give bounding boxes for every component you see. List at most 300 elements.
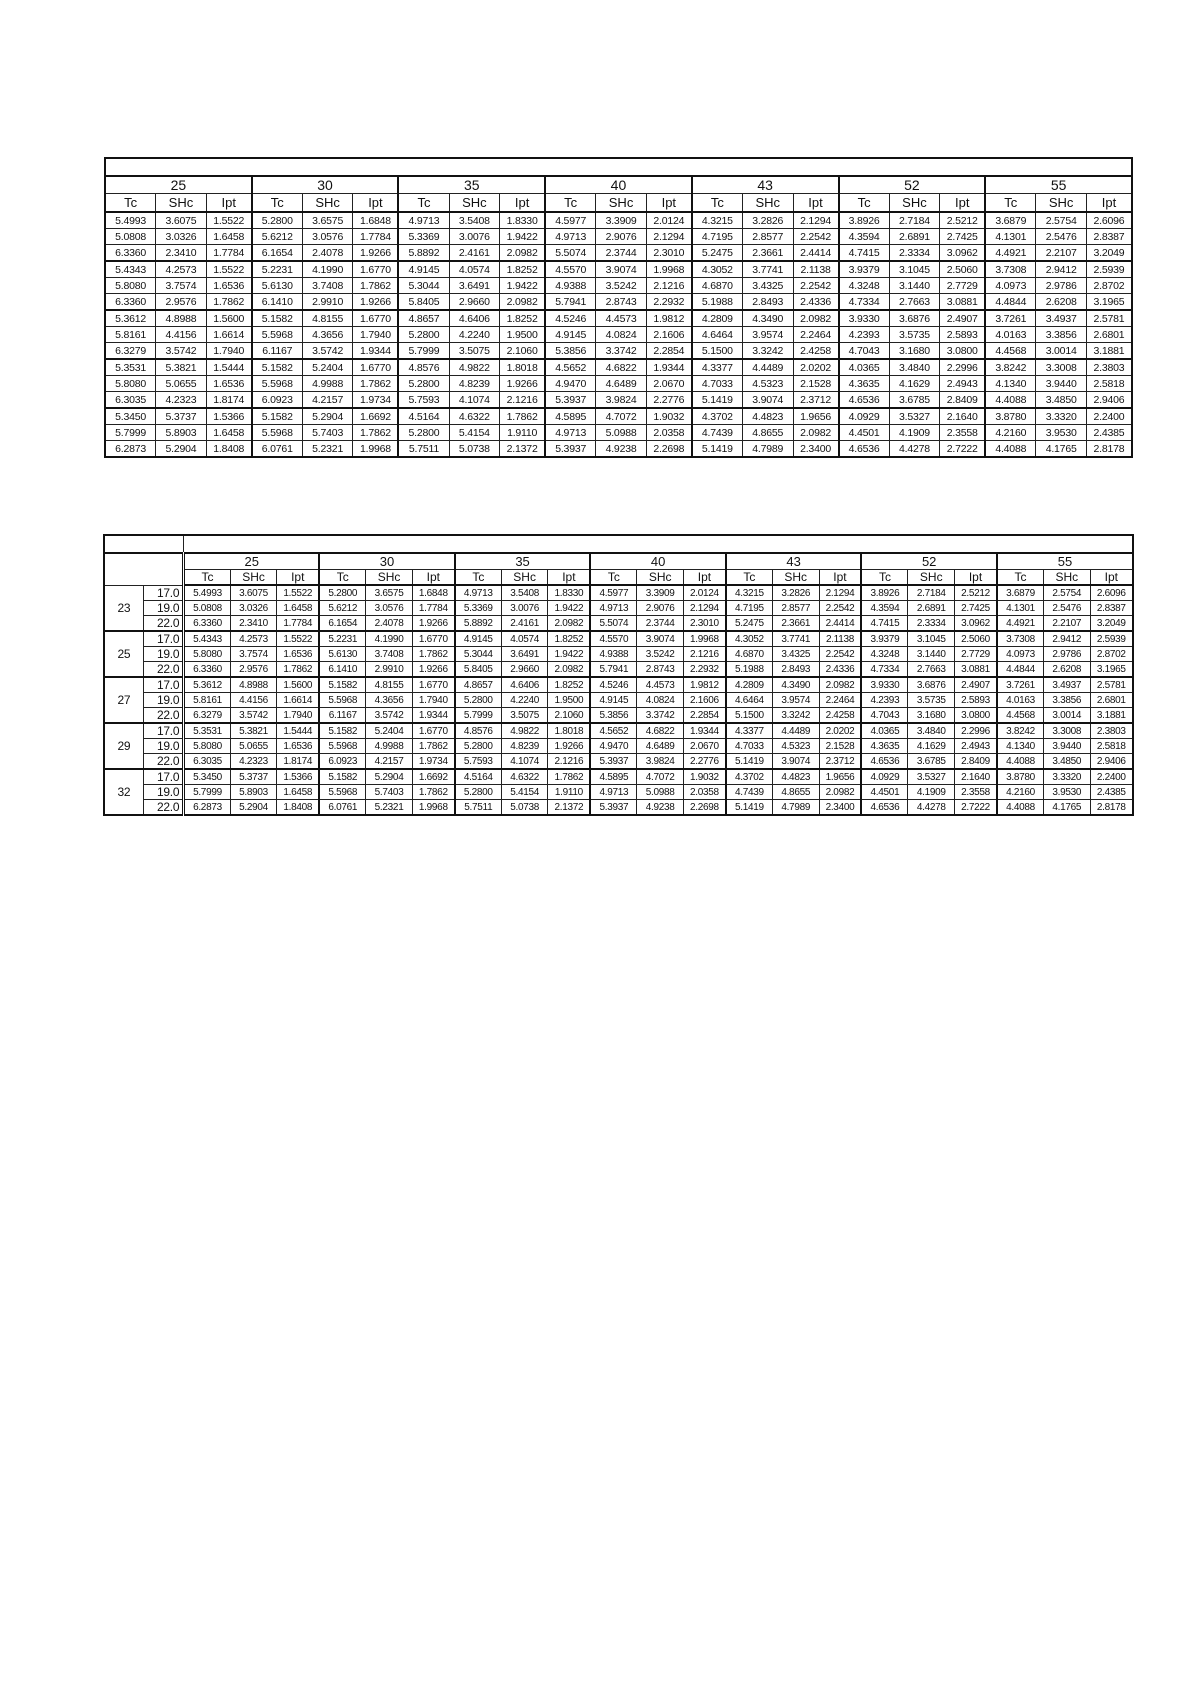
value-cell: 3.1965 (1090, 662, 1133, 678)
value-cell: 6.0761 (252, 441, 303, 458)
value-cell: 5.3612 (105, 310, 156, 327)
value-cell: 3.5408 (501, 585, 548, 601)
value-cell: 5.1500 (726, 708, 773, 724)
value-cell: 2.3010 (683, 616, 725, 632)
value-cell: 2.0358 (646, 425, 691, 441)
value-cell: 2.9576 (156, 294, 207, 311)
value-cell: 1.9422 (500, 278, 545, 294)
value-cell: 4.1990 (366, 631, 413, 647)
value-cell: 1.9422 (548, 647, 590, 662)
value-cell: 4.3490 (742, 310, 793, 327)
value-cell: 4.0824 (637, 693, 684, 708)
value-cell: 5.2800 (398, 327, 449, 343)
value-cell: 2.1138 (819, 631, 861, 647)
value-cell: 4.8657 (455, 677, 502, 693)
value-cell: 2.1372 (500, 441, 545, 458)
value-cell: 3.3742 (637, 708, 684, 724)
value-cell: 3.1440 (908, 647, 955, 662)
value-cell: 5.8903 (230, 785, 277, 800)
value-cell: 2.7425 (940, 229, 985, 245)
value-cell: 3.4840 (908, 723, 955, 739)
value-cell: 5.1988 (726, 662, 773, 678)
value-cell: 6.3360 (184, 616, 231, 632)
value-cell: 1.7784 (353, 229, 398, 245)
value-cell: 2.8409 (940, 392, 985, 409)
value-cell: 1.9812 (683, 677, 725, 693)
value-cell: 5.2800 (455, 785, 502, 800)
column-label-tc: Tc (839, 194, 890, 213)
value-cell: 4.4088 (985, 392, 1036, 409)
value-cell: 3.6491 (449, 278, 500, 294)
value-cell: 2.2996 (940, 359, 985, 376)
column-label-ipt: Ipt (412, 570, 454, 586)
value-cell: 2.0670 (683, 739, 725, 754)
value-cell: 3.3909 (596, 212, 647, 229)
value-cell: 5.8892 (455, 616, 502, 632)
value-cell: 5.3737 (156, 408, 207, 425)
value-cell: 1.6614 (277, 693, 319, 708)
value-cell: 1.9968 (646, 261, 691, 278)
value-cell: 3.0881 (955, 662, 997, 678)
column-label-shc: SHc (742, 194, 793, 213)
value-cell: 5.7999 (398, 343, 449, 360)
value-cell: 2.4385 (1090, 785, 1133, 800)
value-cell: 5.8080 (105, 376, 156, 392)
value-cell: 2.5212 (955, 585, 997, 601)
value-cell: 3.9330 (839, 310, 890, 327)
value-cell: 1.9266 (500, 376, 545, 392)
value-cell: 2.9406 (1090, 754, 1133, 770)
value-cell: 4.3594 (861, 601, 908, 616)
value-cell: 3.0576 (366, 601, 413, 616)
value-cell: 3.6785 (908, 754, 955, 770)
value-cell: 2.2854 (683, 708, 725, 724)
value-cell: 5.8080 (105, 278, 156, 294)
value-cell: 5.6130 (319, 647, 366, 662)
value-cell: 5.0655 (156, 376, 207, 392)
value-cell: 5.0988 (596, 425, 647, 441)
value-cell: 1.6770 (412, 677, 454, 693)
value-cell: 2.0982 (793, 310, 838, 327)
value-cell: 2.7663 (889, 294, 940, 311)
table-row (104, 693, 1133, 708)
value-cell: 1.6770 (412, 631, 454, 647)
group-label-cell: 23 (104, 585, 143, 631)
value-cell: 3.5742 (156, 343, 207, 360)
value-cell: 3.7261 (997, 677, 1044, 693)
value-cell: 3.9074 (596, 261, 647, 278)
value-cell: 5.2800 (398, 376, 449, 392)
value-cell: 2.7729 (955, 647, 997, 662)
value-cell: 2.2776 (646, 392, 691, 409)
value-cell: 4.6822 (596, 359, 647, 376)
value-cell: 5.2800 (252, 212, 303, 229)
value-cell: 2.8409 (955, 754, 997, 770)
value-cell: 3.6785 (889, 392, 940, 409)
value-cell: 6.0761 (319, 800, 366, 816)
value-cell: 3.4850 (1036, 392, 1087, 409)
value-cell: 2.3400 (793, 441, 838, 458)
value-cell: 2.1640 (940, 408, 985, 425)
value-cell: 5.1419 (726, 800, 773, 816)
value-cell: 5.8405 (455, 662, 502, 678)
value-cell: 3.3742 (596, 343, 647, 360)
value-cell: 3.4325 (742, 278, 793, 294)
value-cell: 4.7415 (861, 616, 908, 632)
value-cell: 2.0124 (646, 212, 691, 229)
value-cell: 3.5742 (230, 708, 277, 724)
value-cell: 4.2323 (156, 392, 207, 409)
value-cell: 5.4343 (105, 261, 156, 278)
value-cell: 4.3215 (726, 585, 773, 601)
value-cell: 2.9406 (1086, 392, 1132, 409)
value-cell: 5.7403 (302, 425, 353, 441)
table-1-temperature-header-row (105, 176, 1132, 194)
value-cell: 4.4921 (997, 616, 1044, 632)
column-label-tc: Tc (184, 570, 231, 586)
value-cell: 1.6770 (412, 723, 454, 739)
value-cell: 2.9076 (637, 601, 684, 616)
sub-label-cell: 17.0 (143, 723, 183, 739)
value-cell: 3.5327 (908, 769, 955, 785)
value-cell: 6.2873 (184, 800, 231, 816)
value-cell: 5.7941 (590, 662, 637, 678)
value-cell: 5.3531 (184, 723, 231, 739)
value-cell: 1.6458 (277, 601, 319, 616)
value-cell: 1.9968 (412, 800, 454, 816)
column-label-ipt: Ipt (1090, 570, 1133, 586)
value-cell: 3.5242 (596, 278, 647, 294)
group-label-cell: 27 (104, 677, 143, 723)
value-cell: 1.6536 (277, 647, 319, 662)
table-row (105, 441, 1132, 458)
value-cell: 2.5818 (1086, 376, 1132, 392)
value-cell: 4.4568 (985, 343, 1036, 360)
value-cell: 2.3744 (637, 616, 684, 632)
value-cell: 4.7033 (692, 376, 743, 392)
value-cell: 4.1765 (1044, 800, 1091, 816)
value-cell: 4.6464 (692, 327, 743, 343)
column-label-ipt: Ipt (793, 194, 838, 213)
value-cell: 3.1881 (1090, 708, 1133, 724)
value-cell: 2.9660 (449, 294, 500, 311)
value-cell: 3.7741 (742, 261, 793, 278)
value-cell: 3.5075 (449, 343, 500, 360)
value-cell: 2.9412 (1036, 261, 1087, 278)
value-cell: 5.2800 (455, 739, 502, 754)
column-label-ipt: Ipt (940, 194, 985, 213)
value-cell: 3.8780 (985, 408, 1036, 425)
value-cell: 1.8252 (500, 261, 545, 278)
value-cell: 4.2573 (156, 261, 207, 278)
value-cell: 4.3377 (692, 359, 743, 376)
value-cell: 2.1216 (683, 647, 725, 662)
table-row (104, 800, 1133, 816)
value-cell: 2.8178 (1086, 441, 1132, 458)
table-row (105, 294, 1132, 311)
value-cell: 2.1606 (646, 327, 691, 343)
value-cell: 5.1419 (726, 754, 773, 770)
value-cell: 1.8018 (548, 723, 590, 739)
table-2-corner-cell (104, 535, 184, 553)
value-cell: 1.6458 (206, 425, 251, 441)
value-cell: 3.6876 (908, 677, 955, 693)
value-cell: 5.7511 (455, 800, 502, 816)
value-cell: 5.3856 (545, 343, 596, 360)
value-cell: 3.2826 (772, 585, 819, 601)
sub-label-cell: 22.0 (143, 708, 183, 724)
column-label-shc: SHc (772, 570, 819, 586)
value-cell: 2.6096 (1086, 212, 1132, 229)
value-cell: 5.4993 (105, 212, 156, 229)
value-cell: 4.1990 (302, 261, 353, 278)
value-cell: 4.7195 (692, 229, 743, 245)
temperature-header: 25 (184, 553, 320, 570)
value-cell: 3.1440 (889, 278, 940, 294)
value-cell: 2.5939 (1086, 261, 1132, 278)
value-cell: 2.4258 (793, 343, 838, 360)
value-cell: 1.8252 (548, 677, 590, 693)
value-cell: 4.2160 (997, 785, 1044, 800)
value-cell: 4.6870 (692, 278, 743, 294)
value-cell: 5.2475 (692, 245, 743, 262)
value-cell: 2.5060 (955, 631, 997, 647)
temperature-header: 30 (252, 176, 399, 194)
value-cell: 3.7261 (985, 310, 1036, 327)
temperature-header: 55 (985, 176, 1132, 194)
column-label-tc: Tc (398, 194, 449, 213)
value-cell: 6.0923 (319, 754, 366, 770)
table-row (105, 359, 1132, 376)
value-cell: 4.4088 (997, 754, 1044, 770)
value-cell: 2.9786 (1036, 278, 1087, 294)
value-cell: 1.9344 (683, 723, 725, 739)
value-cell: 4.2160 (985, 425, 1036, 441)
value-cell: 1.9968 (683, 631, 725, 647)
value-cell: 5.7999 (105, 425, 156, 441)
sub-label-cell: 22.0 (143, 662, 183, 678)
value-cell: 4.5570 (590, 631, 637, 647)
value-cell: 1.9032 (683, 769, 725, 785)
column-label-ipt: Ipt (683, 570, 725, 586)
value-cell: 5.7593 (398, 392, 449, 409)
value-cell: 3.9574 (742, 327, 793, 343)
value-cell: 4.1340 (997, 739, 1044, 754)
value-cell: 2.5476 (1036, 229, 1087, 245)
value-cell: 4.9145 (590, 693, 637, 708)
value-cell: 4.3215 (692, 212, 743, 229)
value-cell: 4.9145 (398, 261, 449, 278)
value-cell: 3.4325 (772, 647, 819, 662)
value-cell: 1.5444 (277, 723, 319, 739)
value-cell: 4.9145 (455, 631, 502, 647)
value-cell: 2.8387 (1090, 601, 1133, 616)
value-cell: 3.1680 (889, 343, 940, 360)
value-cell: 4.1074 (501, 754, 548, 770)
value-cell: 3.9074 (637, 631, 684, 647)
value-cell: 6.3360 (184, 662, 231, 678)
value-cell: 3.0962 (940, 245, 985, 262)
value-cell: 4.8655 (772, 785, 819, 800)
value-cell: 2.1060 (548, 708, 590, 724)
value-cell: 4.6870 (726, 647, 773, 662)
value-cell: 3.0576 (302, 229, 353, 245)
value-cell: 5.3737 (230, 769, 277, 785)
value-cell: 3.6075 (156, 212, 207, 229)
value-cell: 4.4489 (742, 359, 793, 376)
value-cell: 4.8155 (302, 310, 353, 327)
value-cell: 2.7425 (955, 601, 997, 616)
value-cell: 4.4573 (596, 310, 647, 327)
value-cell: 4.2809 (692, 310, 743, 327)
value-cell: 4.8988 (156, 310, 207, 327)
value-cell: 4.3248 (839, 278, 890, 294)
value-cell: 5.8080 (184, 647, 231, 662)
column-label-ipt: Ipt (500, 194, 545, 213)
value-cell: 2.0202 (819, 723, 861, 739)
value-cell: 4.5977 (545, 212, 596, 229)
value-cell: 1.9266 (548, 739, 590, 754)
value-cell: 2.4414 (793, 245, 838, 262)
value-cell: 3.5735 (908, 693, 955, 708)
value-cell: 5.0808 (105, 229, 156, 245)
value-cell: 5.3369 (455, 601, 502, 616)
value-cell: 4.6536 (839, 441, 890, 458)
table-row (104, 708, 1133, 724)
value-cell: 1.9422 (548, 601, 590, 616)
value-cell: 5.5968 (252, 327, 303, 343)
value-cell: 3.3008 (1036, 359, 1087, 376)
value-cell: 2.6208 (1036, 294, 1087, 311)
value-cell: 2.0982 (819, 677, 861, 693)
value-cell: 2.4943 (940, 376, 985, 392)
column-label-shc: SHc (596, 194, 647, 213)
value-cell: 1.5522 (277, 585, 319, 601)
column-label-shc: SHc (501, 570, 548, 586)
table-row (105, 408, 1132, 425)
value-cell: 4.7989 (742, 441, 793, 458)
value-cell: 2.2698 (683, 800, 725, 816)
value-cell: 2.2464 (793, 327, 838, 343)
column-label-ipt: Ipt (353, 194, 398, 213)
value-cell: 1.7862 (412, 785, 454, 800)
value-cell: 4.8239 (449, 376, 500, 392)
value-cell: 1.7862 (353, 278, 398, 294)
value-cell: 5.3450 (184, 769, 231, 785)
value-cell: 4.4844 (997, 662, 1044, 678)
value-cell: 3.3242 (742, 343, 793, 360)
column-label-shc: SHc (1044, 570, 1091, 586)
value-cell: 4.7072 (596, 408, 647, 425)
sub-label-cell: 19.0 (143, 785, 183, 800)
value-cell: 4.2393 (839, 327, 890, 343)
value-cell: 3.0014 (1036, 343, 1087, 360)
value-cell: 5.1582 (319, 677, 366, 693)
value-cell: 5.3369 (398, 229, 449, 245)
sub-label-cell: 19.0 (143, 739, 183, 754)
value-cell: 2.4336 (793, 294, 838, 311)
value-cell: 2.2400 (1090, 769, 1133, 785)
value-cell: 5.0655 (230, 739, 277, 754)
value-cell: 4.1074 (449, 392, 500, 409)
value-cell: 4.4501 (839, 425, 890, 441)
value-cell: 5.1500 (692, 343, 743, 360)
column-label-ipt: Ipt (548, 570, 590, 586)
value-cell: 3.0076 (449, 229, 500, 245)
value-cell: 5.2904 (230, 800, 277, 816)
value-cell: 4.2157 (366, 754, 413, 770)
value-cell: 4.3052 (726, 631, 773, 647)
value-cell: 2.1372 (548, 800, 590, 816)
value-cell: 2.2854 (646, 343, 691, 360)
column-label-tc: Tc (692, 194, 743, 213)
value-cell: 5.5968 (252, 425, 303, 441)
value-cell: 4.0973 (997, 647, 1044, 662)
value-cell: 2.5781 (1090, 677, 1133, 693)
value-cell: 5.4154 (449, 425, 500, 441)
value-cell: 5.2800 (319, 585, 366, 601)
value-cell: 2.8702 (1086, 278, 1132, 294)
value-cell: 1.9110 (500, 425, 545, 441)
value-cell: 1.7940 (277, 708, 319, 724)
value-cell: 4.6489 (637, 739, 684, 754)
value-cell: 4.1629 (908, 739, 955, 754)
value-cell: 3.8926 (861, 585, 908, 601)
value-cell: 1.7784 (412, 601, 454, 616)
value-cell: 1.9968 (353, 441, 398, 458)
value-cell: 4.8988 (230, 677, 277, 693)
value-cell: 6.1410 (319, 662, 366, 678)
value-cell: 2.0358 (683, 785, 725, 800)
value-cell: 2.4943 (955, 739, 997, 754)
value-cell: 4.3702 (692, 408, 743, 425)
value-cell: 5.4154 (501, 785, 548, 800)
value-cell: 2.3410 (156, 245, 207, 262)
value-cell: 4.7334 (839, 294, 890, 311)
value-cell: 2.8743 (596, 294, 647, 311)
value-cell: 4.5323 (742, 376, 793, 392)
value-cell: 5.1419 (692, 392, 743, 409)
temperature-header: 55 (997, 553, 1133, 570)
value-cell: 2.0982 (500, 294, 545, 311)
value-cell: 2.2996 (955, 723, 997, 739)
value-cell: 1.5600 (277, 677, 319, 693)
table-row (104, 739, 1133, 754)
temperature-header: 43 (726, 553, 862, 570)
value-cell: 1.6770 (353, 310, 398, 327)
value-cell: 4.2573 (230, 631, 277, 647)
value-cell: 3.3856 (1044, 693, 1091, 708)
value-cell: 1.8252 (548, 631, 590, 647)
value-cell: 4.3052 (692, 261, 743, 278)
value-cell: 2.2698 (646, 441, 691, 458)
value-cell: 3.9530 (1044, 785, 1091, 800)
value-cell: 4.7989 (772, 800, 819, 816)
value-cell: 3.9440 (1036, 376, 1087, 392)
value-cell: 4.9713 (590, 785, 637, 800)
value-cell: 5.6130 (252, 278, 303, 294)
value-cell: 4.1301 (985, 229, 1036, 245)
data-table-2 (103, 534, 1134, 816)
value-cell: 3.9379 (839, 261, 890, 278)
value-cell: 5.0738 (449, 441, 500, 458)
column-label-shc: SHc (637, 570, 684, 586)
value-cell: 3.1680 (908, 708, 955, 724)
value-cell: 1.5522 (277, 631, 319, 647)
value-cell: 2.2400 (1086, 408, 1132, 425)
value-cell: 2.0202 (793, 359, 838, 376)
value-cell: 5.2404 (302, 359, 353, 376)
